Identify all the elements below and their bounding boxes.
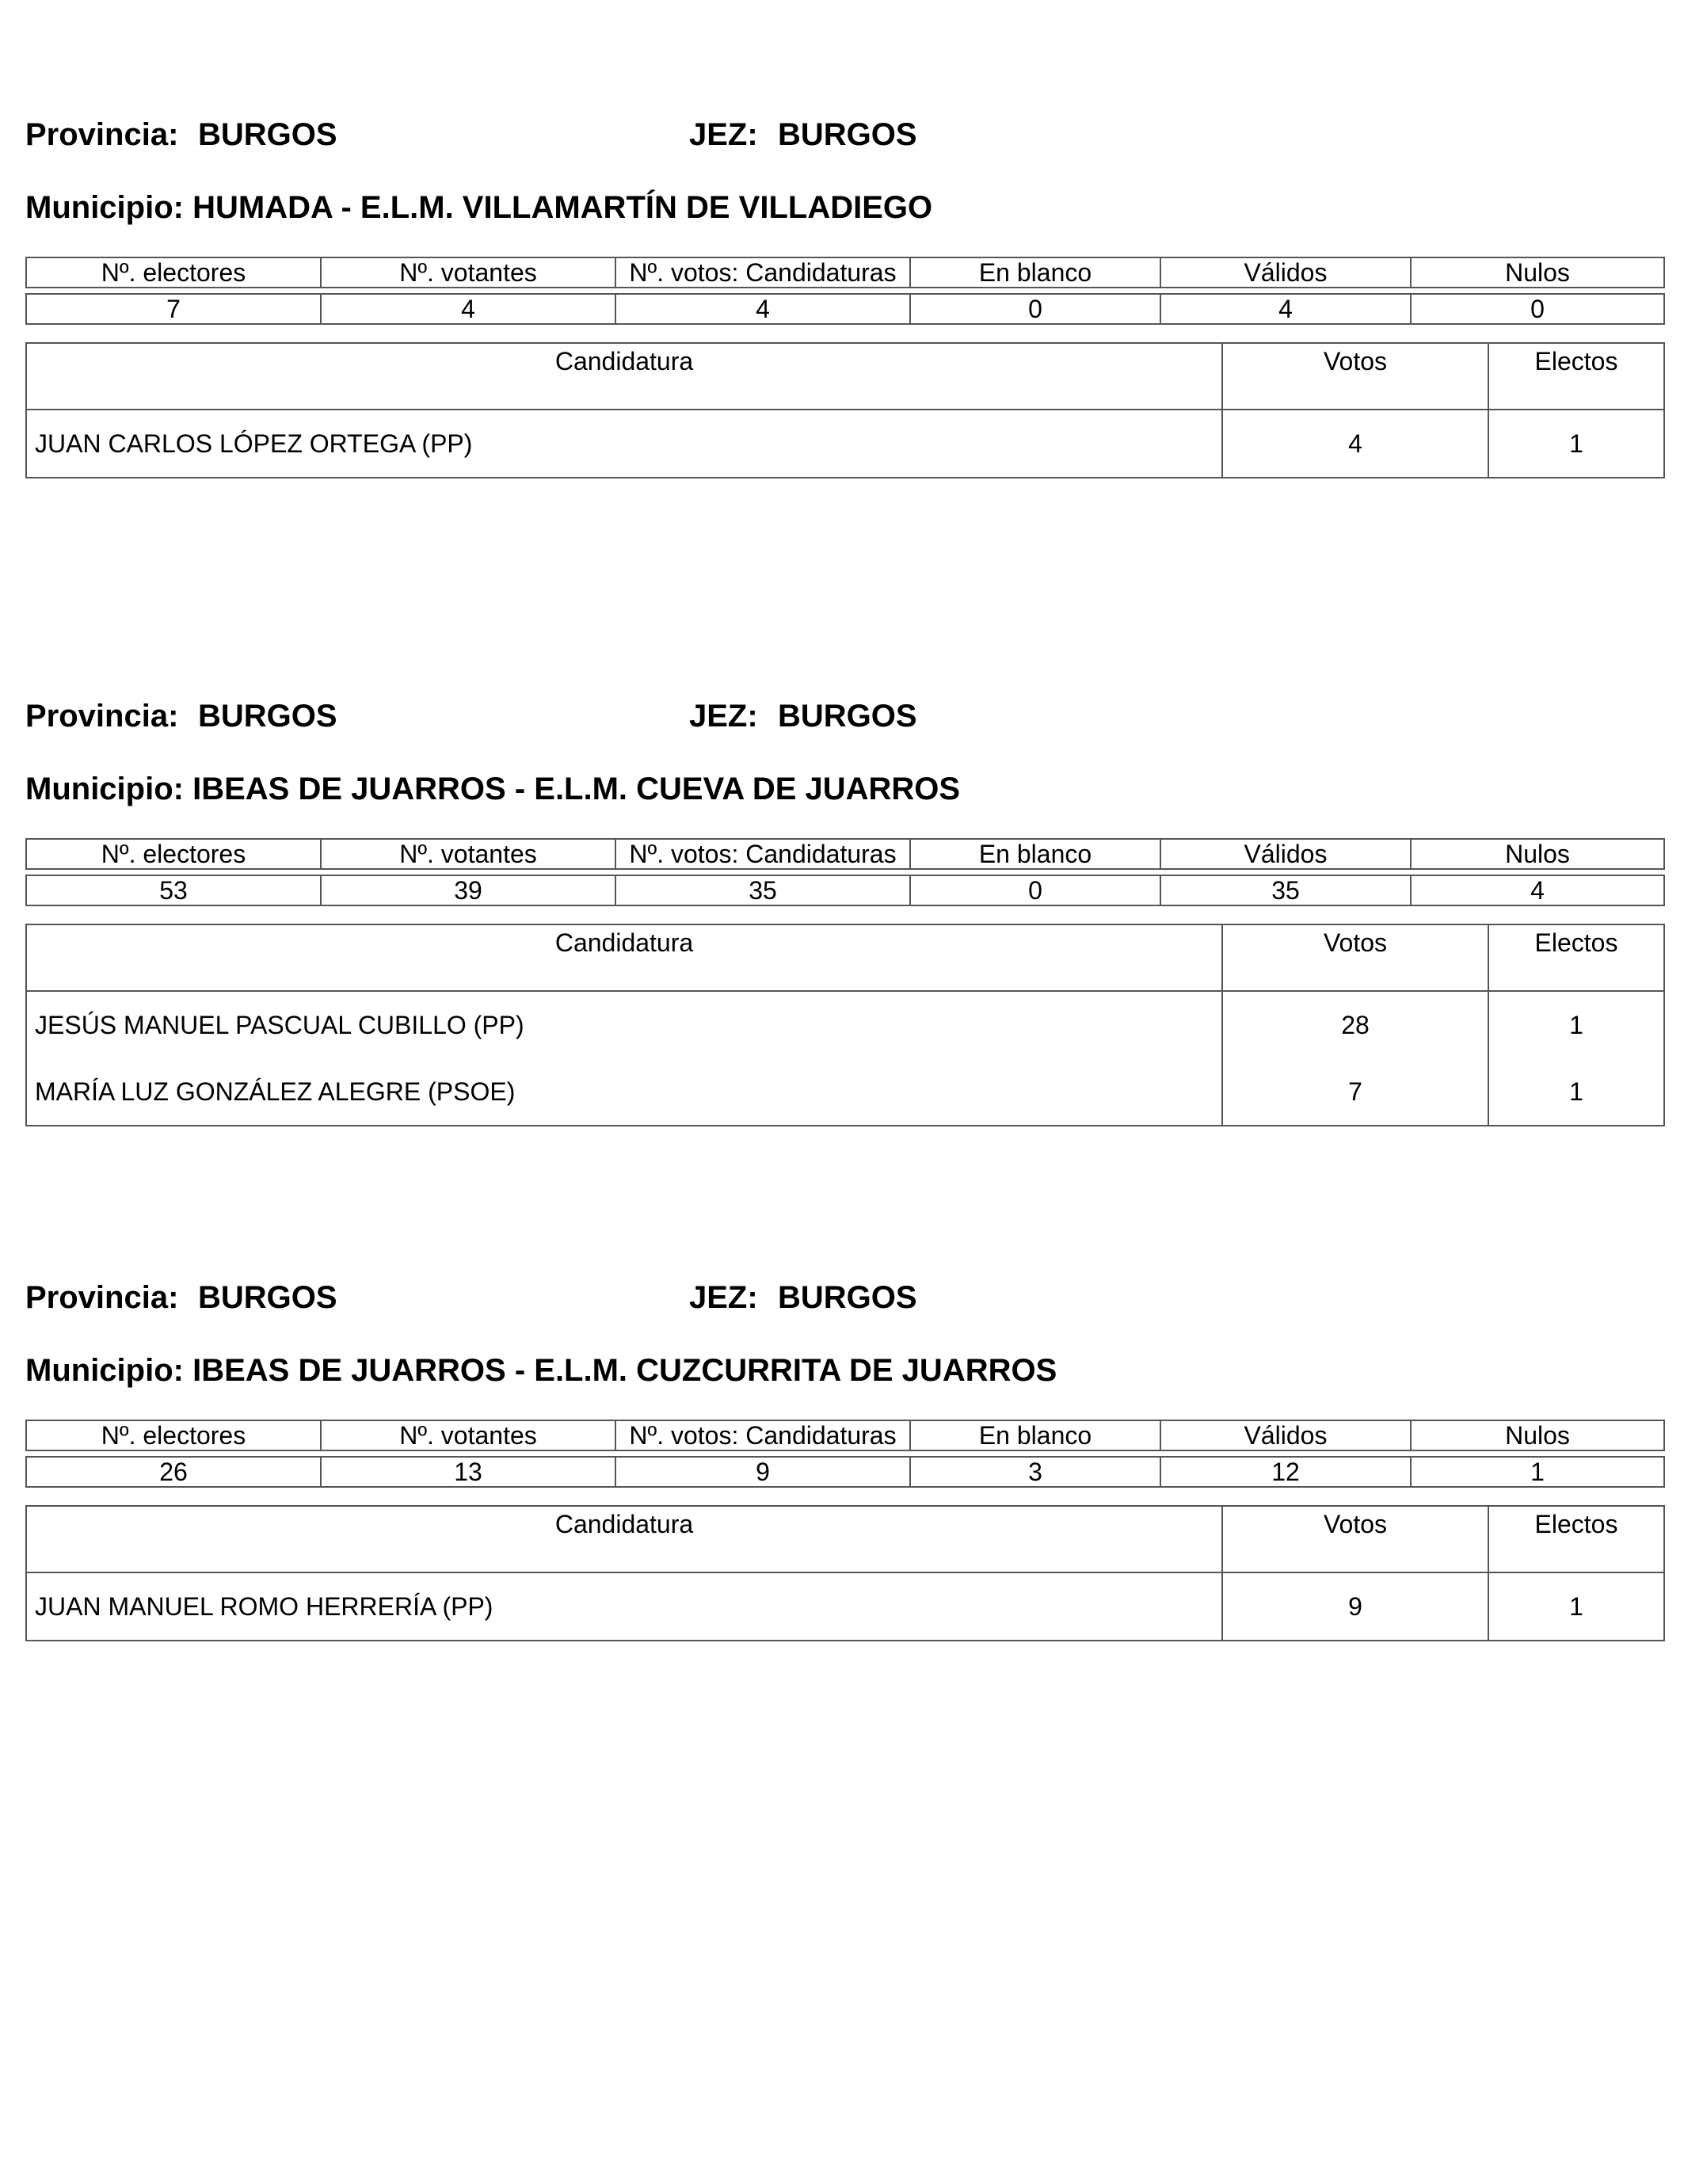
summary-header-cell: Nº. votantes [321, 839, 615, 869]
summary-header-cell: En blanco [910, 257, 1160, 288]
summary-value-cell: 12 [1160, 1457, 1411, 1487]
candidate-row [26, 1058, 1664, 1126]
summary-value-cell: 9 [615, 1457, 910, 1487]
summary-value-cell: 4 [1411, 875, 1664, 905]
jez-value: BURGOS [778, 117, 917, 152]
jez-label: JEZ: [689, 699, 758, 734]
candidatura-header: Candidatura [26, 1506, 1222, 1572]
candidates-header-row [26, 924, 1664, 991]
candidate-electos: 1 [1488, 991, 1664, 1058]
summary-header-cell: Nº. votos: Candidaturas [615, 1420, 910, 1450]
municipio-title [25, 190, 932, 226]
summary-header-cell: Nº. electores [26, 839, 321, 869]
summary-value-cell: 0 [910, 294, 1160, 324]
summary-table [25, 838, 1665, 906]
electos-header: Electos [1488, 924, 1664, 991]
summary-value-cell: 3 [910, 1457, 1160, 1487]
provincia-value: BURGOS [198, 1280, 337, 1315]
summary-header-cell: Nº. votantes [321, 257, 615, 288]
candidate-name: JUAN MANUEL ROMO HERRERÍA (PP) [26, 1572, 1222, 1641]
candidate-electos: 1 [1488, 410, 1664, 478]
municipio-value: IBEAS DE JUARROS - E.L.M. CUZCURRITA DE JUARROS [192, 1353, 1057, 1388]
summary-header-cell: Nº. electores [26, 257, 321, 288]
summary-header-cell: Nº. votantes [321, 1420, 615, 1450]
summary-header-cell: Nº. votos: Candidaturas [615, 839, 910, 869]
summary-value-cell: 4 [321, 294, 615, 324]
summary-header-row [26, 839, 1664, 869]
summary-header-row [26, 1420, 1664, 1450]
candidates-header-row [26, 1506, 1664, 1572]
summary-header-cell: En blanco [910, 1420, 1160, 1450]
summary-table [25, 257, 1665, 325]
summary-value-cell: 1 [1411, 1457, 1664, 1487]
summary-header-cell: Válidos [1160, 257, 1411, 288]
votos-header: Votos [1222, 924, 1488, 991]
summary-value-cell: 35 [615, 875, 910, 905]
summary-header-cell: Nº. votos: Candidaturas [615, 257, 910, 288]
municipio-label: Municipio: [25, 1353, 184, 1388]
candidate-row [26, 1572, 1664, 1641]
provincia-value: BURGOS [198, 117, 337, 152]
summary-header-cell: Nulos [1411, 839, 1664, 869]
candidates-table [25, 1505, 1665, 1641]
summary-header-cell: Nº. electores [26, 1420, 321, 1450]
summary-value-cell: 0 [1411, 294, 1664, 324]
votos-header: Votos [1222, 1506, 1488, 1572]
candidate-row [26, 410, 1664, 478]
provincia-value: BURGOS [198, 699, 337, 734]
candidatura-header: Candidatura [26, 343, 1222, 410]
electos-header: Electos [1488, 1506, 1664, 1572]
municipio-label: Municipio: [25, 772, 184, 806]
candidate-votos: 9 [1222, 1572, 1488, 1641]
summary-value-cell: 4 [1160, 294, 1411, 324]
electos-header: Electos [1488, 343, 1664, 410]
candidate-electos: 1 [1488, 1572, 1664, 1641]
summary-value-row [26, 875, 1664, 905]
provincia-label: Provincia: [25, 1280, 179, 1315]
jez-label: JEZ: [689, 117, 758, 152]
summary-value-cell: 0 [910, 875, 1160, 905]
summary-value-row [26, 294, 1664, 324]
summary-value-cell: 13 [321, 1457, 615, 1487]
summary-header-cell: En blanco [910, 839, 1160, 869]
municipio-label: Municipio: [25, 190, 184, 225]
candidatura-header: Candidatura [26, 924, 1222, 991]
municipio-title [25, 772, 960, 807]
summary-value-cell: 7 [26, 294, 321, 324]
votos-header: Votos [1222, 343, 1488, 410]
candidate-name: JUAN CARLOS LÓPEZ ORTEGA (PP) [26, 410, 1222, 478]
summary-header-cell: Nulos [1411, 257, 1664, 288]
summary-value-cell: 35 [1160, 875, 1411, 905]
summary-table [25, 1420, 1665, 1488]
summary-value-cell: 26 [26, 1457, 321, 1487]
candidate-votos: 7 [1222, 1058, 1488, 1126]
candidates-header-row [26, 343, 1664, 410]
municipio-title [25, 1353, 1057, 1389]
candidate-name: MARÍA LUZ GONZÁLEZ ALEGRE (PSOE) [26, 1058, 1222, 1126]
summary-value-cell: 53 [26, 875, 321, 905]
candidate-row [26, 991, 1664, 1058]
provincia-label: Provincia: [25, 117, 179, 152]
summary-header-cell: Válidos [1160, 1420, 1411, 1450]
jez-label: JEZ: [689, 1280, 758, 1315]
summary-value-cell: 4 [615, 294, 910, 324]
summary-header-cell: Nulos [1411, 1420, 1664, 1450]
municipio-value: HUMADA - E.L.M. VILLAMARTÍN DE VILLADIEGO [192, 190, 933, 225]
candidates-table [25, 342, 1665, 478]
summary-value-row [26, 1457, 1664, 1487]
jez-value: BURGOS [778, 1280, 917, 1315]
candidate-name: JESÚS MANUEL PASCUAL CUBILLO (PP) [26, 991, 1222, 1058]
summary-header-cell: Válidos [1160, 839, 1411, 869]
candidates-table [25, 924, 1665, 1126]
provincia-label: Provincia: [25, 699, 179, 734]
municipio-value: IBEAS DE JUARROS - E.L.M. CUEVA DE JUARROS [192, 772, 961, 806]
candidate-votos: 28 [1222, 991, 1488, 1058]
summary-value-cell: 39 [321, 875, 615, 905]
summary-header-row [26, 257, 1664, 288]
candidate-electos: 1 [1488, 1058, 1664, 1126]
candidate-votos: 4 [1222, 410, 1488, 478]
jez-value: BURGOS [778, 699, 917, 734]
